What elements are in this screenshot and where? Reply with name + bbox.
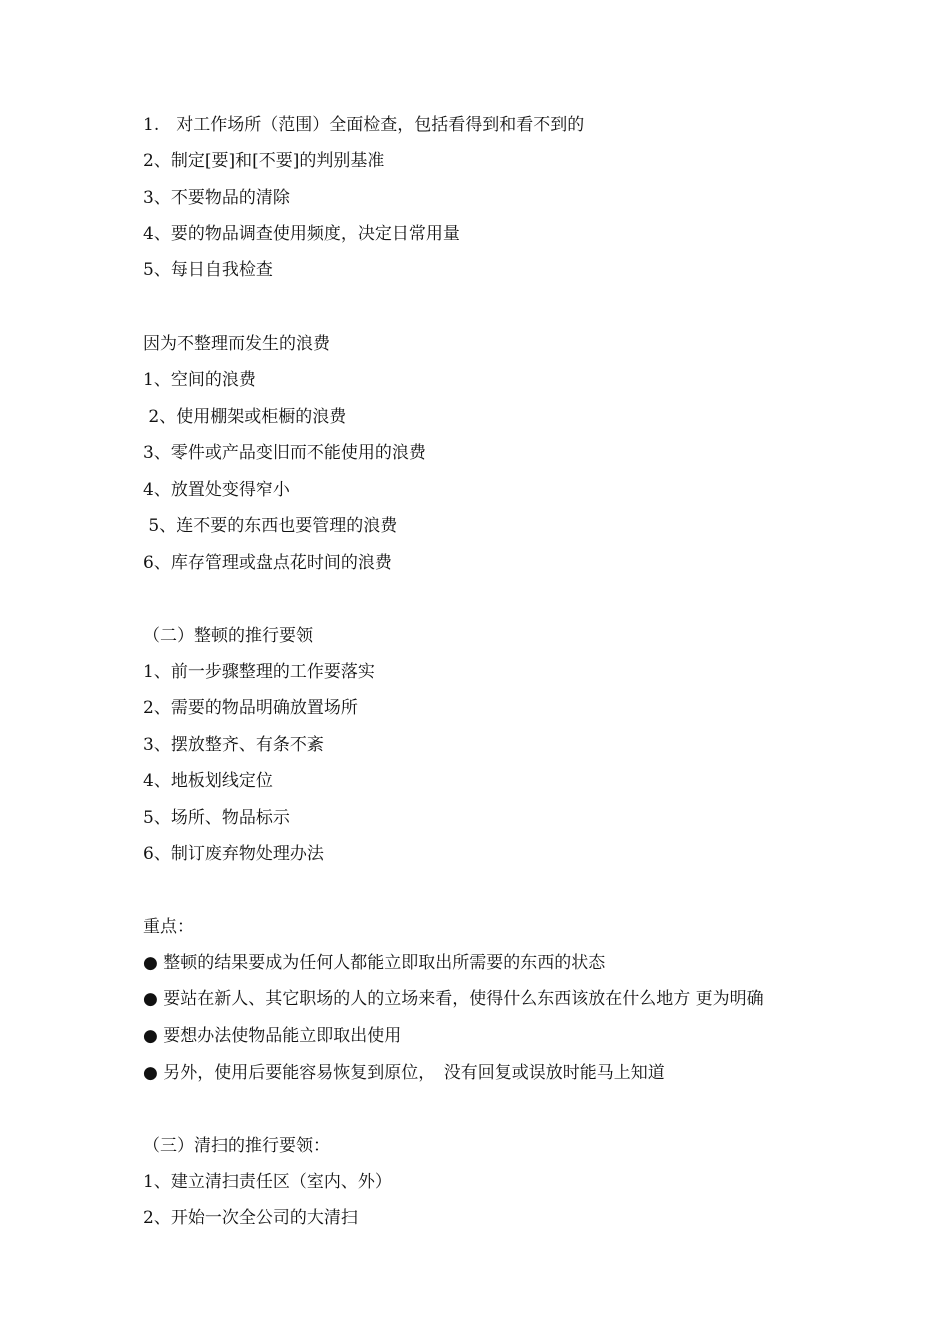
bullet-item: ● 另外，使用后要能容易恢复到原位， 没有回复或误放时能马上知道 <box>143 1063 665 1083</box>
list-item: 3、零件或产品变旧而不能使用的浪费 <box>143 443 426 463</box>
bullet-item: ● 要站在新人、其它职场的人的立场来看，使得什么东西该放在什么地方 更为明确 <box>143 989 764 1009</box>
list-item: 3、摆放整齐、有条不紊 <box>143 735 324 755</box>
list-item: 6、库存管理或盘点花时间的浪费 <box>143 553 392 573</box>
list-item: 2、使用棚架或柜橱的浪费 <box>143 407 347 427</box>
bullet-item: ● 整顿的结果要成为任何人都能立即取出所需要的东西的状态 <box>143 953 606 973</box>
section-heading: 重点： <box>143 917 194 937</box>
list-item: 4、放置处变得窄小 <box>143 480 290 500</box>
bullet-item: ● 要想办法使物品能立即取出使用 <box>143 1026 402 1046</box>
list-item: 3、不要物品的清除 <box>143 188 290 208</box>
list-item: 1、建立清扫责任区（室内、外） <box>143 1172 392 1192</box>
section-heading: （二）整顿的推行要领 <box>143 626 313 646</box>
list-item: 5、每日自我检查 <box>143 260 273 280</box>
list-item: 2、开始一次全公司的大清扫 <box>143 1208 358 1228</box>
list-item: 2、需要的物品明确放置场所 <box>143 698 358 718</box>
list-item: 1、前一步骤整理的工作要落实 <box>143 662 375 682</box>
list-item: 4、要的物品调查使用频度，决定日常用量 <box>143 224 460 244</box>
section-heading: 因为不整理而发生的浪费 <box>143 334 330 354</box>
list-item: 1、空间的浪费 <box>143 370 256 390</box>
section-heading: （三）清扫的推行要领： <box>143 1136 330 1156</box>
list-item: 5、场所、物品标示 <box>143 808 290 828</box>
list-item: 6、制订废弃物处理办法 <box>143 844 324 864</box>
list-item: 5、连不要的东西也要管理的浪费 <box>143 516 398 536</box>
list-item: 1. 对工作场所（范围）全面检查，包括看得到和看不到的 <box>143 115 585 135</box>
list-item: 4、地板划线定位 <box>143 771 273 791</box>
list-item: 2、制定[要]和[不要]的判别基准 <box>143 151 385 171</box>
